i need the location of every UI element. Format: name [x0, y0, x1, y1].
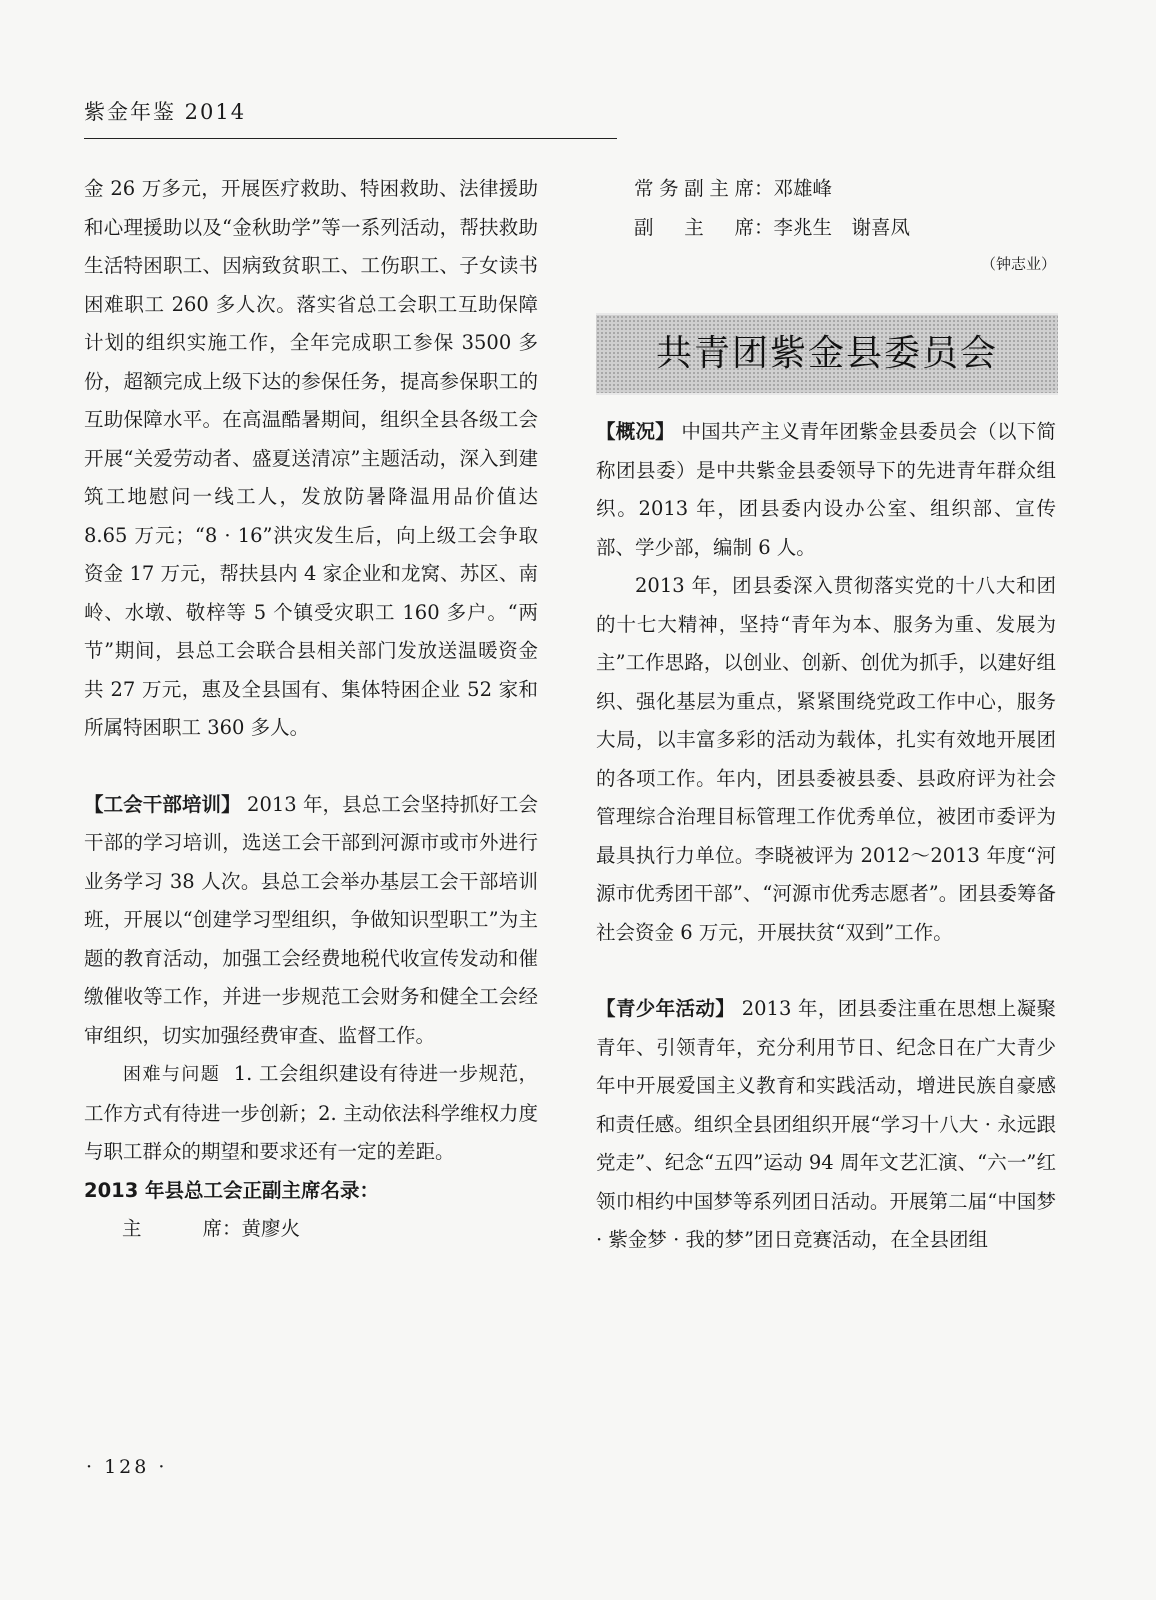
problems-text: 1. 工会组织建设有待进一步规范，工作方式有待进一步创新；2. 主动依法科学维权力度与职工群众的期望和要求还有一定的差距。 — [84, 1062, 539, 1163]
chair-name: ：黄廖火 — [222, 1217, 301, 1240]
exec-vice-name: ：邓雄峰 — [754, 177, 833, 200]
problems-label: 困难与问题 — [123, 1064, 221, 1085]
union-training-paragraph — [84, 786, 538, 1056]
exec-vice-role: 常务副主席 — [634, 177, 754, 200]
overview-heading: 【概况】 — [596, 420, 675, 443]
youth-activities-heading: 【青少年活动】 — [596, 997, 736, 1020]
left-column — [84, 170, 538, 1249]
union-training-heading: 【工会干部培训】 — [84, 792, 241, 816]
vice-role: 副 主 席 — [634, 215, 754, 239]
chair-role: 主 席 — [122, 1217, 222, 1240]
overview-text: 中国共产主义青年团紫金县委员会（以下简称团县委）是中共紫金县委领导下的先进青年群众组织。2013 年，团县委内设办公室、组织部、宣传部、学少部，编制 6 人。 — [596, 420, 1056, 559]
exec-vice-row — [596, 170, 1056, 209]
vice-name: ：李兆生 谢喜凤 — [754, 215, 911, 239]
overview-paragraph — [596, 413, 1056, 567]
section-title: 共青团紫金县委员会 — [655, 332, 998, 374]
problems-paragraph — [84, 1055, 538, 1172]
vice-row — [596, 209, 1056, 248]
roster-title: 2013 年县总工会正副主席名录： — [84, 1178, 380, 1202]
league-work-paragraph: 2013 年，团县委深入贯彻落实党的十八大和团的十七大精神，坚持“青年为本、服务为重、发展为主”工作思路，以创业、创新、创优为抓手，以建好组织、强化基层为重点，紧紧围绕党政工作中心，服务大局，以丰富多彩的活动为载体，扎实有效地开展团的各项工作。年内，团县委被县委、县政府评为社会管理综合治理目标管理工作优秀单位，被团市委评为最具执行力单位。李晓被评为 2012～2013 年度“河源市优秀团干部”、“河源市优秀志愿者”。团县委筹备社会资金 6 万元，开展扶贫“双到”工作。 — [596, 574, 1056, 944]
author-signature: （钟志业） — [980, 255, 1056, 273]
youth-activities-paragraph — [596, 990, 1056, 1260]
youth-activities-text: 2013 年，团县委注重在思想上凝聚青年、引领青年，充分利用节日、纪念日在广大青少年中开展爱国主义教育和实践活动，增进民族自豪感和责任感。组织全县团组织开展“学习十八大 · 永远跟党走”、纪念“五四”运动 94 周年文艺汇演、“六一”红领巾相约中国梦等系列团日活动。开展第二届“中国梦 · 紫金梦 · 我的梦”团日竞赛活动，在全县团组 — [596, 997, 1056, 1251]
section-title-banner — [596, 313, 1058, 395]
chair-row — [84, 1210, 538, 1249]
header-rule — [84, 138, 617, 139]
running-head: 紫金年鉴 2014 — [84, 100, 247, 124]
right-column — [596, 170, 1056, 1260]
union-training-text: 2013 年，县总工会坚持抓好工会干部的学习培训，选送工会干部到河源市或市外进行业务学习 38 人次。县总工会举办基层工会干部培训班，开展以“创建学习型组织，争做知识型职工”为主题的教育活动，加强工会经费地税代收宣传发动和催缴催收等工作，并进一步规范工会财务和健全工会经审组织，切实加强经费审查、监督工作。 — [84, 792, 538, 1047]
union-aid-paragraph: 金 26 万多元，开展医疗救助、特困救助、法律援助和心理援助以及“金秋助学”等一系列活动，帮扶救助生活特困职工、因病致贫职工、工伤职工、子女读书困难职工 260 多人次。落实省总工会职工互助保障计划的组织实施工作，全年完成职工参保 3500 多份，超额完成上级下达的参保任务，提高参保职工的互助保障水平。在高温酷暑期间，组织全县各级工会开展“关爱劳动者、盛夏送清凉”主题活动，深入到建筑工地慰问一线工人，发放防暑降温用品价值达 8.65 万元；“8 · 16”洪灾发生后，向上级工会争取资金 17 万元，帮扶县内 4 家企业和龙窝、苏区、南岭、水墩、敬梓等 5 个镇受灾职工 160 多户。“两节”期间，县总工会联合县相关部门发放送温暖资金共 27 万元，惠及全县国有、集体特困企业 52 家和所属特困职工 360 多人。 — [84, 177, 538, 739]
page-number: · 128 · — [86, 1456, 168, 1478]
